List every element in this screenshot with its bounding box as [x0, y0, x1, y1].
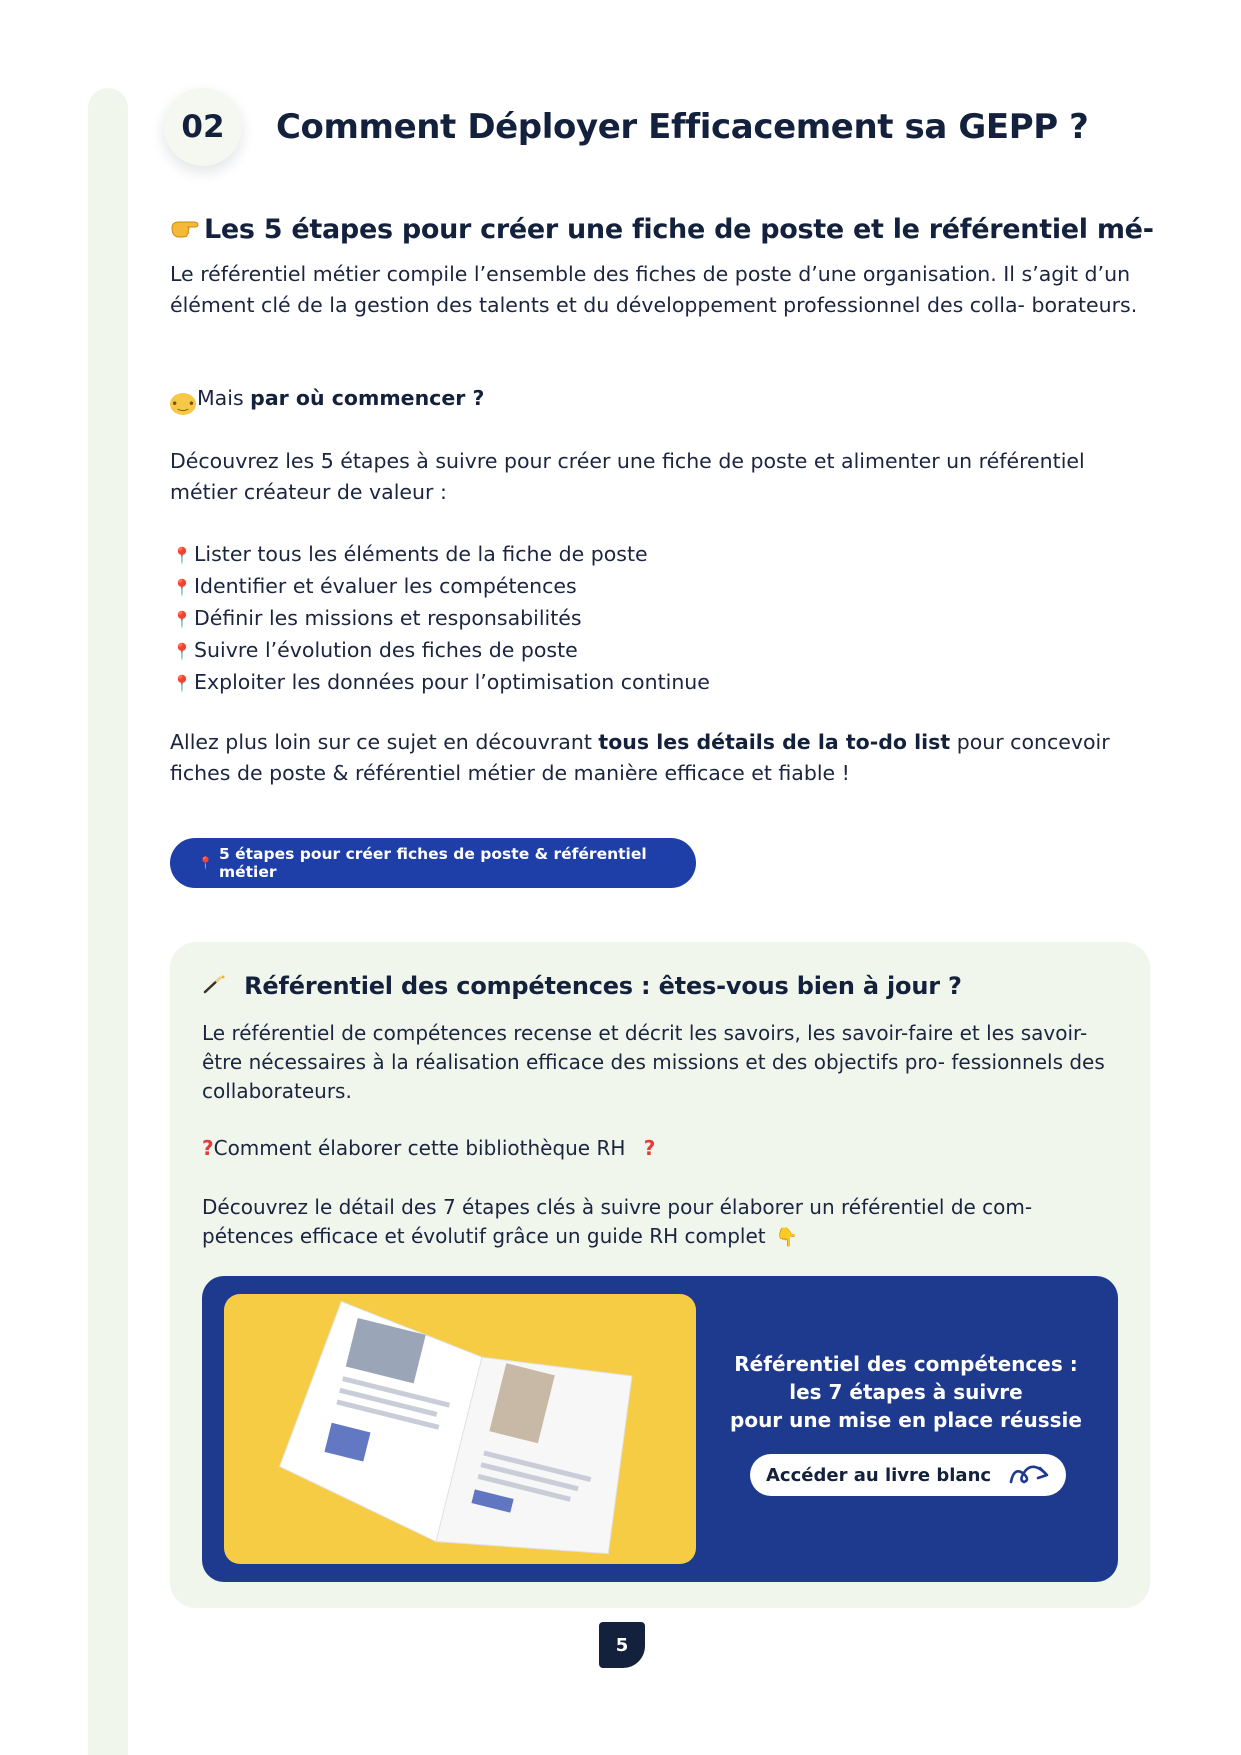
panel-lead-text: Découvrez le détail des 7 étapes clés à suivre pour élaborer un référentiel de com- pétences efficace et évolutif grâce un guide RH complet — [202, 1195, 1033, 1248]
banner-line: Référentiel des compétences : — [734, 1352, 1078, 1376]
panel-title — [202, 972, 962, 1000]
banner-text — [726, 1350, 1086, 1434]
list-item-label: Définir les missions et responsabilités — [194, 606, 582, 630]
list-item-label: Exploiter les données pour l’optimisation continue — [194, 670, 710, 694]
pin-icon: 📍 — [172, 546, 192, 565]
thinking-face-icon: •‿• — [170, 393, 196, 415]
list-item — [170, 539, 1156, 571]
panel-intro: Le référentiel de compétences recense et décrit les savoirs, les savoir-faire et les savoir-être nécessaires à la réalisation efficace des missions et des objectifs pro- fessionnels des collaborateurs. — [202, 1021, 1105, 1103]
panel-question-text: Comment élaborer cette bibliothèque RH — [213, 1136, 626, 1160]
banner-line: les 7 étapes à suivre — [789, 1380, 1023, 1404]
block1-heading — [170, 214, 1154, 245]
section-title: Comment Déployer Efficacement sa GEPP ? — [276, 107, 1089, 147]
livre-blanc-button[interactable] — [750, 1454, 1066, 1496]
brochure-image — [224, 1294, 696, 1564]
pin-icon: 📍 — [172, 674, 192, 693]
side-strip — [88, 88, 128, 1755]
livre-blanc-button-label: Accéder au livre blanc — [766, 1464, 992, 1486]
more-bold-link: tous les détails de la to-do list — [598, 730, 951, 754]
pin-icon: 📍 — [172, 642, 192, 661]
question-plain: Mais — [197, 386, 251, 410]
cta-label: 5 étapes pour créer fiches de poste & référentiel métier — [218, 845, 647, 881]
question-mark-icon: ? — [202, 1136, 214, 1160]
question-bold: par où commencer ? — [250, 386, 485, 410]
banner-line: pour une mise en place réussie — [730, 1408, 1082, 1432]
competences-panel — [170, 942, 1150, 1608]
block1-more — [170, 727, 1156, 789]
block1-heading-text: Les 5 étapes pour créer une fiche de poste et le référentiel mé- — [204, 214, 1154, 245]
panel-title-text: Référentiel des compétences : êtes-vous bien à jour ? — [244, 972, 962, 1000]
pin-icon: 📍 — [172, 578, 192, 597]
section-header — [164, 88, 1089, 166]
block1-question — [170, 383, 1156, 415]
block1-lead: Découvrez les 5 étapes à suivre pour créer une fiche de poste et alimenter un référentiel métier créateur de valeur : — [170, 449, 1085, 504]
livre-blanc-banner[interactable] — [202, 1276, 1118, 1582]
list-item — [170, 603, 1156, 635]
fiches-de-poste-button[interactable] — [170, 838, 696, 888]
question-mark-icon: ? — [643, 1136, 656, 1160]
pin-icon: 📍 — [198, 856, 213, 870]
list-item-label: Lister tous les éléments de la fiche de poste — [194, 542, 648, 566]
list-item — [170, 571, 1156, 603]
more-text-end: pour concevoir fiches de poste & référentiel métier de manière efficace et fiable ! — [170, 730, 1110, 785]
pointing-hand-icon — [170, 216, 204, 244]
section-number: 02 — [164, 88, 242, 166]
list-item — [170, 635, 1156, 667]
block1-intro: Le référentiel métier compile l’ensemble des fiches de poste d’une organisation. Il s’agit d’un élément clé de la gestion des talents et du développement professionnel des colla- borateurs. — [170, 262, 1138, 317]
pin-icon: 📍 — [172, 610, 192, 629]
page-number: 5 — [599, 1622, 645, 1668]
list-item — [170, 667, 1156, 699]
more-text: Allez plus loin sur ce sujet en découvrant — [170, 730, 599, 754]
list-item-label: Suivre l’évolution des fiches de poste — [194, 638, 578, 662]
panel-lead — [202, 1193, 1122, 1252]
hand-down-icon: 👇 — [775, 1227, 799, 1248]
magic-wand-icon — [202, 974, 236, 999]
panel-question — [202, 1134, 1122, 1163]
list-item-label: Identifier et évaluer les compétences — [194, 574, 577, 598]
arrow-loop-icon — [1008, 1460, 1052, 1490]
steps-list — [170, 539, 1156, 699]
